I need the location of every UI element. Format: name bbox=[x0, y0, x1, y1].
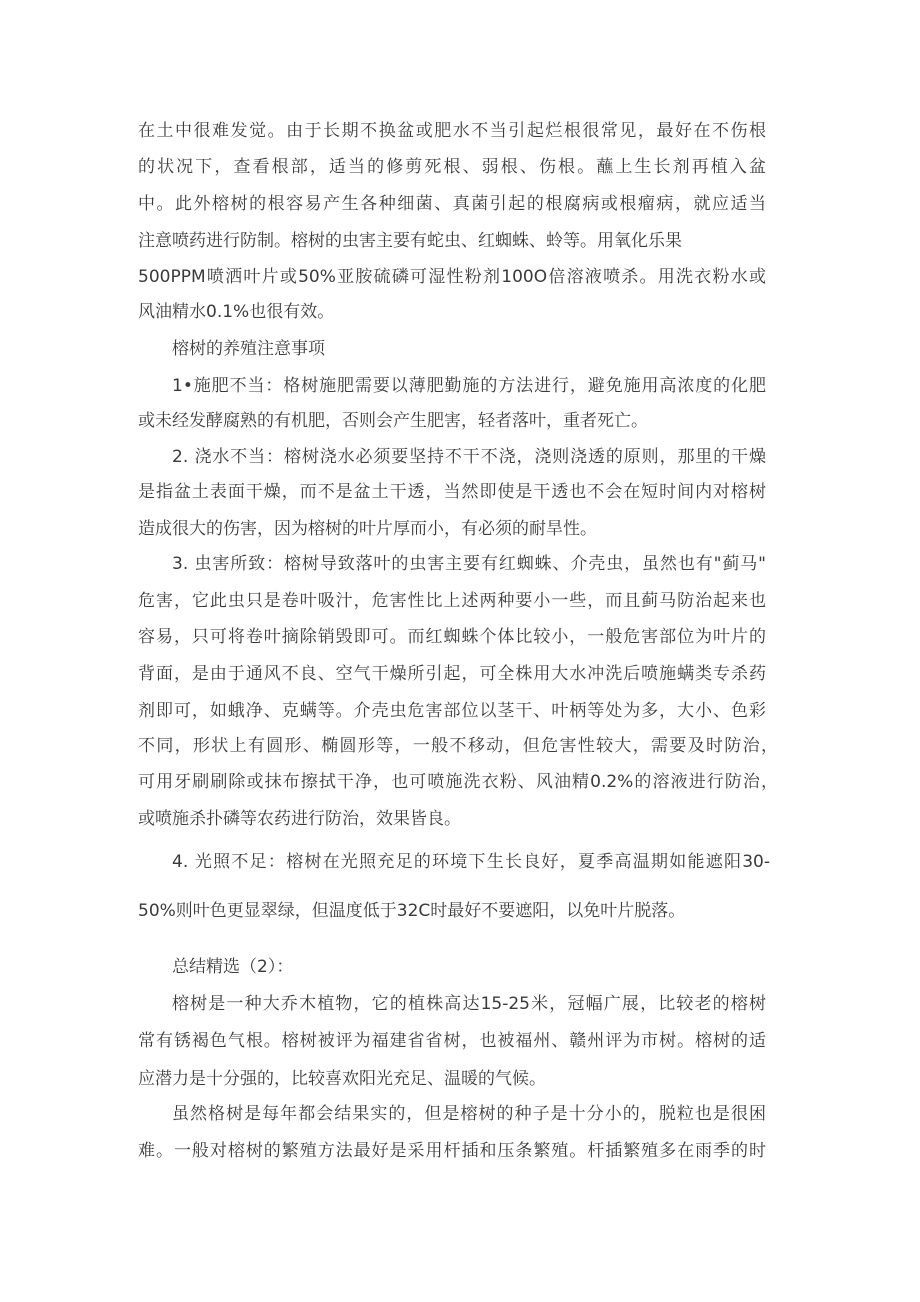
paragraph-line: 的状况下，查看根部，适当的修剪死根、弱根、伤根。蘸上生长剂再植入盆 bbox=[138, 157, 766, 177]
section-heading: 榕树的养殖注意事项 bbox=[172, 339, 325, 359]
paragraph-line: 可用牙刷刷除或抹布擦拭干净，也可喷施洗衣粉、风油精0.2%的溶液进行防治， bbox=[138, 772, 778, 792]
paragraph-line: 风油精水0.1%也很有效。 bbox=[138, 302, 335, 322]
paragraph-line: 50%则叶色更显翠绿，但温度低于32C时最好不要遮阳，以免叶片脱落。 bbox=[138, 901, 686, 921]
paragraph-line: 2. 浇水不当：榕树浇水必须要坚持不干不浇，浇则浇透的原则，那里的干燥 bbox=[172, 447, 766, 467]
paragraph-line: 常有锈褐色气根。榕树被评为福建省省树，也被福州、赣州评为市树。榕树的适 bbox=[138, 1031, 766, 1051]
paragraph-line: 注意喷药进行防制。榕树的虫害主要有蛇虫、红蜘蛛、蛉等。用氧化乐果 bbox=[138, 231, 682, 251]
paragraph-line: 3. 虫害所致：榕树导致落叶的虫害主要有红蜘蛛、介壳虫，虽然也有"蓟马" bbox=[172, 554, 766, 574]
paragraph-line: 不同，形状上有圆形、椭圆形等，一般不移动，但危害性较大，需要及时防治， bbox=[138, 736, 778, 756]
paragraph-line: 难。一般对榕树的繁殖方法最好是采用杆插和压条繁殖。杆插繁殖多在雨季的时 bbox=[138, 1141, 766, 1161]
paragraph-line: 造成很大的伤害，因为榕树的叶片厚而小，有必须的耐旱性。 bbox=[138, 519, 597, 539]
paragraph-line: 榕树是一种大乔木植物，它的植株高达15-25米，冠幅广展，比较老的榕树 bbox=[172, 994, 766, 1014]
paragraph-line: 4. 光照不足：榕树在光照充足的环境下生长良好，夏季高温期如能遮阳30- bbox=[172, 852, 770, 872]
paragraph-line: 应潜力是十分强的，比较喜欢阳光充足、温暖的气候。 bbox=[138, 1069, 546, 1089]
paragraph-line: 500PPM喷洒叶片或50%亚胺硫磷可湿性粉剂100O倍溶液喷杀。用洗衣粉水或 bbox=[138, 267, 766, 287]
section-heading: 总结精选（2）： bbox=[172, 957, 294, 977]
paragraph-line: 在土中很难发觉。由于长期不换盆或肥水不当引起烂根很常见，最好在不伤根 bbox=[138, 121, 766, 141]
paragraph-line: 危害，它此虫只是卷叶吸汁，危害性比上述两种要小一些，而且蓟马防治起来也 bbox=[138, 591, 766, 611]
paragraph-line: 是指盆土表面干燥，而不是盆土干透，当然即使是干透也不会在短时间内对榕树 bbox=[138, 482, 766, 502]
paragraph-line: 或喷施杀扑磷等农药进行防治，效果皆良。 bbox=[138, 809, 461, 829]
paragraph-line: 1•施肥不当：格树施肥需要以薄肥勤施的方法进行，避免施用高浓度的化肥 bbox=[172, 376, 766, 396]
paragraph-line: 剂即可，如蛾净、克螨等。介壳虫危害部位以茎干、叶柄等处为多，大小、色彩 bbox=[138, 701, 766, 721]
paragraph-line: 或未经发酵腐熟的有机肥，否则会产生肥害，轻者落叶，重者死亡。 bbox=[138, 411, 648, 431]
paragraph-line: 虽然格树是每年都会结果实的，但是榕树的种子是十分小的，脱粒也是很困 bbox=[172, 1104, 766, 1124]
paragraph-line: 中。此外榕树的根容易产生各种细菌、真菌引起的根腐病或根瘤病，就应适当 bbox=[138, 194, 766, 214]
paragraph-line: 背面，是由于通风不良、空气干燥所引起，可全株用大水冲洗后喷施螨类专杀药 bbox=[138, 664, 766, 684]
paragraph-line: 容易，只可将卷叶摘除销毁即可。而红蜘蛛个体比较小，一般危害部位为叶片的 bbox=[138, 627, 766, 647]
